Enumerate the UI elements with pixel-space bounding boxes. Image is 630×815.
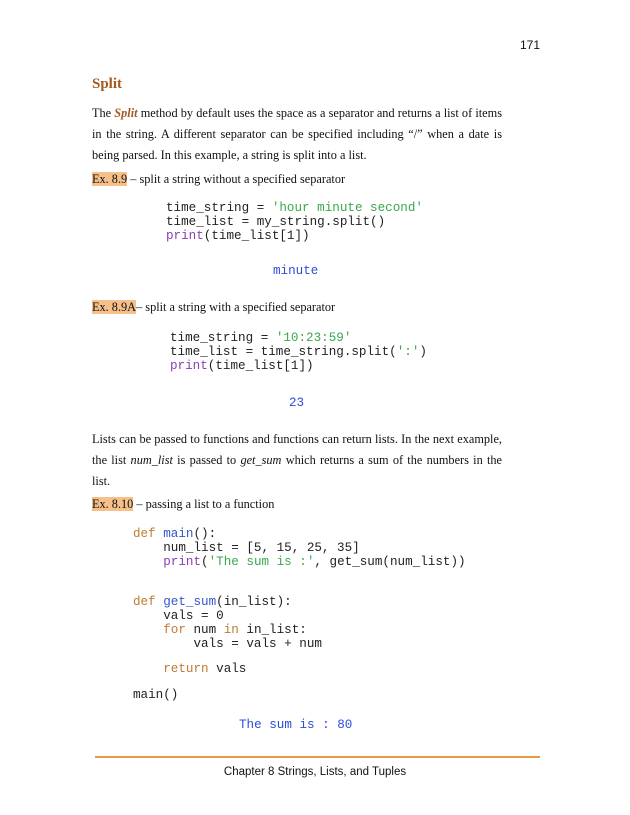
- code-function: main: [163, 527, 194, 541]
- code-text: (time_list[1]): [207, 359, 314, 373]
- code-function: get_sum: [163, 595, 217, 609]
- code-text: num: [185, 623, 224, 637]
- code-line: [133, 595, 292, 609]
- code-text: , get_sum(num_list)): [314, 555, 466, 569]
- code-text: ): [419, 345, 427, 359]
- function-name: get_sum: [240, 453, 282, 467]
- code-text: ():: [193, 527, 217, 541]
- code-line: [133, 662, 246, 676]
- code-builtin: print: [166, 229, 204, 243]
- code-string: ':': [396, 345, 420, 359]
- code-keyword: for: [133, 623, 186, 637]
- code-line: [166, 201, 423, 215]
- code-line: main(): [133, 688, 179, 702]
- code-text: time_string =: [166, 201, 272, 215]
- example-label: Ex. 8.10: [92, 497, 134, 511]
- code-line: [133, 555, 466, 569]
- code-line: vals = 0: [133, 609, 224, 623]
- code-keyword: def: [133, 527, 164, 541]
- example-caption-text: – split a string without a specified separator: [127, 172, 346, 186]
- footer-text: Chapter 8 Strings, Lists, and Tuples: [223, 766, 407, 778]
- code-string: 'The sum is :': [208, 555, 315, 569]
- code-builtin: print: [133, 555, 202, 569]
- code-output: The sum is : 80: [239, 718, 353, 732]
- code-output: minute: [273, 264, 319, 278]
- code-text: (time_list[1]): [203, 229, 310, 243]
- code-line: num_list = [5, 15, 25, 35]: [133, 541, 360, 555]
- footer-divider: [95, 756, 540, 758]
- code-line: [170, 345, 427, 359]
- code-line: [133, 527, 216, 541]
- intro-paragraph: [92, 103, 502, 166]
- example-caption-text: – passing a list to a function: [133, 497, 275, 511]
- code-text: vals: [208, 662, 247, 676]
- code-string: '10:23:59': [275, 331, 352, 345]
- code-builtin: print: [170, 359, 208, 373]
- example-label: Ex. 8.9: [92, 172, 128, 186]
- code-text: in_list:: [238, 623, 307, 637]
- code-line: [170, 359, 427, 373]
- page-number: 171: [519, 38, 540, 52]
- code-line: vals = vals + num: [133, 637, 322, 651]
- lists-paragraph: [92, 429, 502, 492]
- split-keyword: Split: [114, 106, 138, 120]
- code-text: (: [201, 555, 209, 569]
- intro-lead: The: [92, 106, 115, 120]
- example-caption-text: – split a string with a specified separator: [136, 300, 336, 314]
- section-heading: Split: [92, 76, 123, 92]
- variable-name: num_list: [130, 453, 173, 467]
- code-output: 23: [289, 396, 305, 410]
- example-caption: [92, 172, 345, 187]
- code-string: 'hour minute second': [271, 201, 423, 215]
- paragraph-text: which returns a sum of the numbers in the list.: [92, 453, 502, 488]
- code-text: (in_list):: [216, 595, 292, 609]
- paragraph-text: Lists can be passed to functions and functions can return lists. In the next example, the list: [92, 432, 502, 467]
- code-keyword: in: [223, 623, 239, 637]
- code-block: [170, 331, 427, 373]
- example-caption: [92, 300, 335, 315]
- code-line: [166, 215, 423, 229]
- code-line: [170, 331, 427, 345]
- code-block: [166, 201, 423, 243]
- code-line: [166, 229, 423, 243]
- code-keyword: def: [133, 595, 164, 609]
- example-caption: [92, 497, 274, 512]
- code-line: [133, 623, 307, 637]
- code-text: time_list = my_string.split(): [166, 215, 386, 229]
- paragraph-text: is passed to: [172, 453, 241, 467]
- code-keyword: return: [133, 662, 209, 676]
- intro-text: method by default uses the space as a separator and returns a list of items in the string. A different separator can be specified including “/” when a date is being parsed. In this example, a string is split into a list.: [92, 106, 502, 162]
- code-text: time_list = time_string.split(: [170, 345, 397, 359]
- code-text: time_string =: [170, 331, 276, 345]
- example-label: Ex. 8.9A: [92, 300, 137, 314]
